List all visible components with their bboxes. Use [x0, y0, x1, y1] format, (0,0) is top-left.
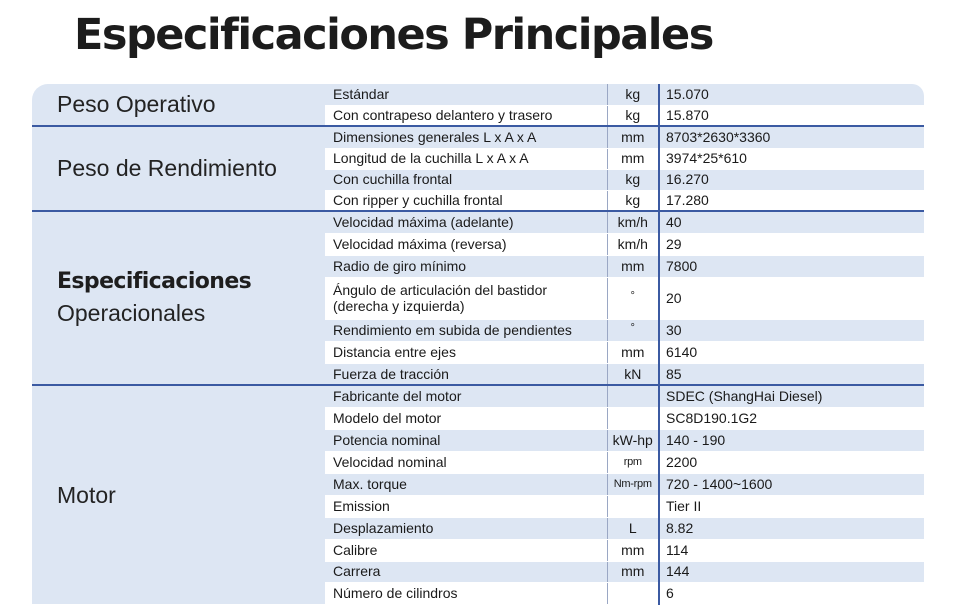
spec-label: Modelo del motor [325, 407, 607, 429]
spec-value: 720 - 1400~1600 [659, 473, 924, 495]
spec-value: 30 [659, 319, 924, 341]
section-header-especificaciones-operacionales [32, 211, 325, 385]
spec-sheet [32, 84, 924, 614]
spec-value: 16.270 [659, 169, 924, 190]
spec-value: 3974*25*610 [659, 148, 924, 169]
spec-unit [607, 582, 659, 604]
spec-value: SC8D190.1G2 [659, 407, 924, 429]
spec-unit [607, 407, 659, 429]
spec-unit: rpm [607, 451, 659, 473]
spec-unit: kg [607, 169, 659, 190]
spec-unit [607, 277, 659, 319]
section-header-motor: Motor [32, 385, 325, 604]
spec-label: Con ripper y cuchilla frontal [325, 190, 607, 211]
spec-unit: kg [607, 84, 659, 105]
spec-table [32, 84, 924, 605]
spec-label: Max. torque [325, 473, 607, 495]
spec-value: 29 [659, 233, 924, 255]
spec-value: 15.070 [659, 84, 924, 105]
spec-value: 144 [659, 561, 924, 582]
spec-label: Distancia entre ejes [325, 341, 607, 363]
section-title-rest: Operacionales [57, 300, 206, 327]
spec-label: Calibre [325, 539, 607, 561]
degree-unit: ° [630, 289, 635, 302]
spec-unit: mm [607, 341, 659, 363]
spec-value: 6140 [659, 341, 924, 363]
spec-value: 20 [659, 277, 924, 319]
spec-label: Fuerza de tracción [325, 363, 607, 385]
spec-unit: kg [607, 105, 659, 126]
spec-value: 8703*2630*3360 [659, 126, 924, 148]
spec-value: 2200 [659, 451, 924, 473]
spec-unit: km/h [607, 233, 659, 255]
spec-label: Rendimiento em subida de pendientes [325, 319, 607, 341]
spec-unit: km/h [607, 211, 659, 233]
spec-value: 6 [659, 582, 924, 604]
spec-value: 85 [659, 363, 924, 385]
spec-value: 40 [659, 211, 924, 233]
spec-label: Longitud de la cuchilla L x A x A [325, 148, 607, 169]
spec-label: Emission [325, 495, 607, 517]
spec-label: Con contrapeso delantero y trasero [325, 105, 607, 126]
spec-value: Tier II [659, 495, 924, 517]
table-row [32, 126, 924, 148]
spec-unit: kW-hp [607, 429, 659, 451]
spec-label: Dimensiones generales L x A x A [325, 126, 607, 148]
section-header-peso-de-rendimiento: Peso de Rendimiento [32, 126, 325, 211]
spec-unit [607, 385, 659, 407]
spec-label: Estándar [325, 84, 607, 105]
spec-label: Carrera [325, 561, 607, 582]
spec-unit [607, 495, 659, 517]
spec-label-line1: Ángulo de articulación del bastidor [333, 281, 548, 298]
table-row [32, 84, 924, 105]
table-row [32, 211, 924, 233]
spec-unit [607, 319, 659, 341]
spec-label-line2: (derecha y izquierda) [333, 298, 465, 314]
spec-unit: mm [607, 561, 659, 582]
spec-value: 17.280 [659, 190, 924, 211]
spec-unit: L [607, 517, 659, 539]
section-title-bold: Especificaciones [57, 269, 252, 295]
spec-label [325, 277, 607, 319]
spec-unit: kg [607, 190, 659, 211]
spec-label: Con cuchilla frontal [325, 169, 607, 190]
spec-label: Potencia nominal [325, 429, 607, 451]
spec-value: 114 [659, 539, 924, 561]
spec-value: 8.82 [659, 517, 924, 539]
spec-unit: mm [607, 126, 659, 148]
table-row [32, 385, 924, 407]
spec-unit: kN [607, 363, 659, 385]
spec-label: Fabricante del motor [325, 385, 607, 407]
spec-label: Velocidad máxima (adelante) [325, 211, 607, 233]
spec-label: Número de cilindros [325, 582, 607, 604]
spec-value: SDEC (ShangHai Diesel) [659, 385, 924, 407]
spec-label: Velocidad nominal [325, 451, 607, 473]
spec-value: 7800 [659, 255, 924, 277]
spec-label: Desplazamiento [325, 517, 607, 539]
page-title: Especificaciones Principales [74, 10, 713, 60]
spec-label: Velocidad máxima (reversa) [325, 233, 607, 255]
spec-unit: Nm-rpm [607, 473, 659, 495]
spec-label: Radio de giro mínimo [325, 255, 607, 277]
spec-value: 140 - 190 [659, 429, 924, 451]
spec-unit: mm [607, 255, 659, 277]
spec-value: 15.870 [659, 105, 924, 126]
section-header-peso-operativo: Peso Operativo [32, 84, 325, 126]
spec-unit: mm [607, 539, 659, 561]
spec-unit: mm [607, 148, 659, 169]
degree-unit: ° [630, 321, 635, 334]
